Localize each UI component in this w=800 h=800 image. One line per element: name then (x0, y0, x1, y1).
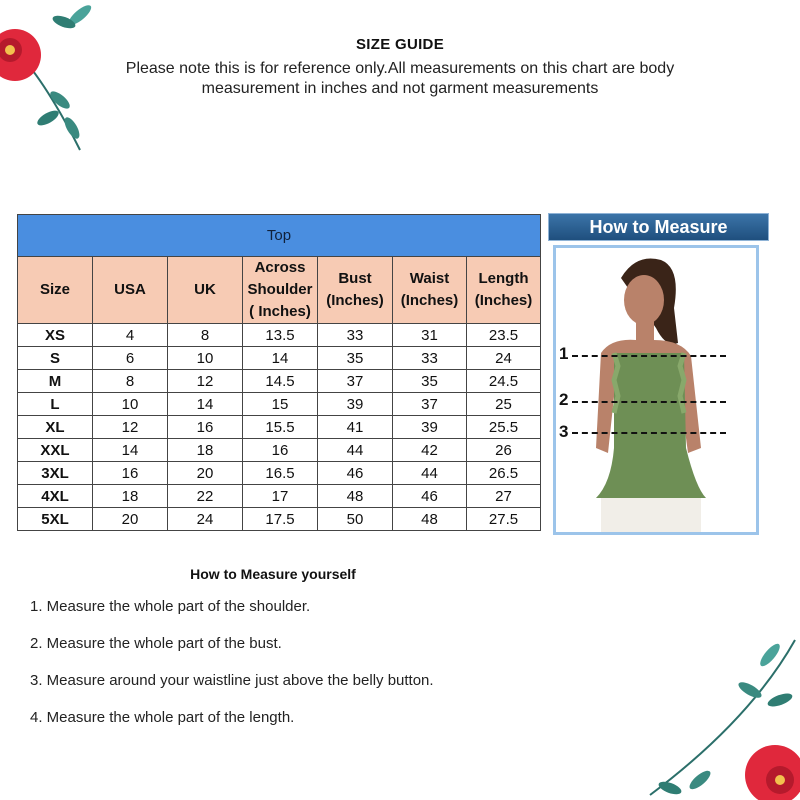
column-header: Bust (Inches) (318, 257, 393, 324)
table-cell: 12 (93, 416, 168, 439)
waist-line (572, 432, 726, 434)
table-cell: 18 (93, 485, 168, 508)
table-cell: 39 (393, 416, 467, 439)
table-row (18, 485, 541, 508)
table-cell: 6 (93, 347, 168, 370)
list-item: 3. Measure around your waistline just above the belly button. (30, 672, 434, 689)
size-table (17, 214, 541, 531)
table-cell: 50 (318, 508, 393, 531)
size-cell: XL (18, 416, 93, 439)
table-cell: 31 (393, 324, 467, 347)
table-cell: 8 (93, 370, 168, 393)
page-title: SIZE GUIDE (355, 36, 444, 53)
table-cell: 17.5 (243, 508, 318, 531)
size-cell: 5XL (18, 508, 93, 531)
table-cell: 37 (393, 393, 467, 416)
table-cell: 20 (168, 462, 243, 485)
table-cell: 23.5 (467, 324, 541, 347)
table-cell: 33 (318, 324, 393, 347)
table-cell: 24 (168, 508, 243, 531)
table-cell: 17 (243, 485, 318, 508)
size-cell: L (18, 393, 93, 416)
table-cell: 42 (393, 439, 467, 462)
list-item: 2. Measure the whole part of the bust. (30, 635, 282, 652)
bust-line (572, 401, 726, 403)
floral-decoration-bottom-right (630, 630, 800, 800)
table-cell: 46 (393, 485, 467, 508)
table-cell: 15.5 (243, 416, 318, 439)
table-row (18, 508, 541, 531)
table-cell: 16 (168, 416, 243, 439)
table-cell: 44 (393, 462, 467, 485)
reference-note: Please note this is for reference only.All measurements on this chart are body measurement in inches and not garment measurements (125, 60, 675, 97)
size-cell: XXL (18, 439, 93, 462)
table-row (18, 393, 541, 416)
list-item: 4. Measure the whole part of the length. (30, 709, 295, 726)
table-cell: 26 (467, 439, 541, 462)
shoulder-line (572, 355, 726, 357)
table-cell: 24 (467, 347, 541, 370)
table-cell: 10 (93, 393, 168, 416)
table-cell: 22 (168, 485, 243, 508)
table-cell: 12 (168, 370, 243, 393)
size-cell: 3XL (18, 462, 93, 485)
column-header: USA (93, 257, 168, 324)
table-cell: 8 (168, 324, 243, 347)
table-cell: 48 (318, 485, 393, 508)
table-cell: 39 (318, 393, 393, 416)
marker-waist: 3 (559, 422, 569, 441)
table-cell: 35 (318, 347, 393, 370)
table-cell: 33 (393, 347, 467, 370)
table-row (18, 324, 541, 347)
table-row (18, 416, 541, 439)
marker-bust: 2 (559, 390, 569, 409)
table-cell: 18 (168, 439, 243, 462)
table-cell: 14 (243, 347, 318, 370)
size-cell: M (18, 370, 93, 393)
marker-shoulder: 1 (559, 344, 569, 363)
size-chart (17, 214, 540, 531)
table-cell: 27 (467, 485, 541, 508)
model-illustration (556, 248, 756, 532)
column-header: Waist (Inches) (393, 257, 467, 324)
instructions-list (30, 598, 434, 746)
table-cell: 24.5 (467, 370, 541, 393)
table-row (18, 462, 541, 485)
column-header: Across Shoulder ( Inches) (243, 257, 318, 324)
table-cell: 20 (93, 508, 168, 531)
table-cell: 14 (168, 393, 243, 416)
table-banner: Top (18, 215, 541, 257)
table-cell: 48 (393, 508, 467, 531)
table-cell: 14.5 (243, 370, 318, 393)
table-cell: 4 (93, 324, 168, 347)
instructions-title: How to Measure yourself (190, 566, 356, 582)
table-cell: 26.5 (467, 462, 541, 485)
table-cell: 25 (467, 393, 541, 416)
table-cell: 46 (318, 462, 393, 485)
table-cell: 27.5 (467, 508, 541, 531)
header (0, 36, 800, 99)
column-header: Length (Inches) (467, 257, 541, 324)
measurement-photo (553, 245, 759, 535)
column-header: UK (168, 257, 243, 324)
column-headers (18, 257, 541, 324)
table-cell: 10 (168, 347, 243, 370)
table-cell: 16 (93, 462, 168, 485)
table-cell: 16.5 (243, 462, 318, 485)
how-to-measure-banner: How to Measure (548, 213, 769, 241)
column-header: Size (18, 257, 93, 324)
table-cell: 14 (93, 439, 168, 462)
table-cell: 35 (393, 370, 467, 393)
table-cell: 44 (318, 439, 393, 462)
list-item: 1. Measure the whole part of the shoulder. (30, 598, 311, 615)
table-cell: 13.5 (243, 324, 318, 347)
table-cell: 37 (318, 370, 393, 393)
table-row (18, 347, 541, 370)
table-cell: 41 (318, 416, 393, 439)
size-cell: XS (18, 324, 93, 347)
table-row (18, 439, 541, 462)
table-cell: 15 (243, 393, 318, 416)
table-row (18, 370, 541, 393)
size-cell: S (18, 347, 93, 370)
table-cell: 16 (243, 439, 318, 462)
table-cell: 25.5 (467, 416, 541, 439)
size-cell: 4XL (18, 485, 93, 508)
